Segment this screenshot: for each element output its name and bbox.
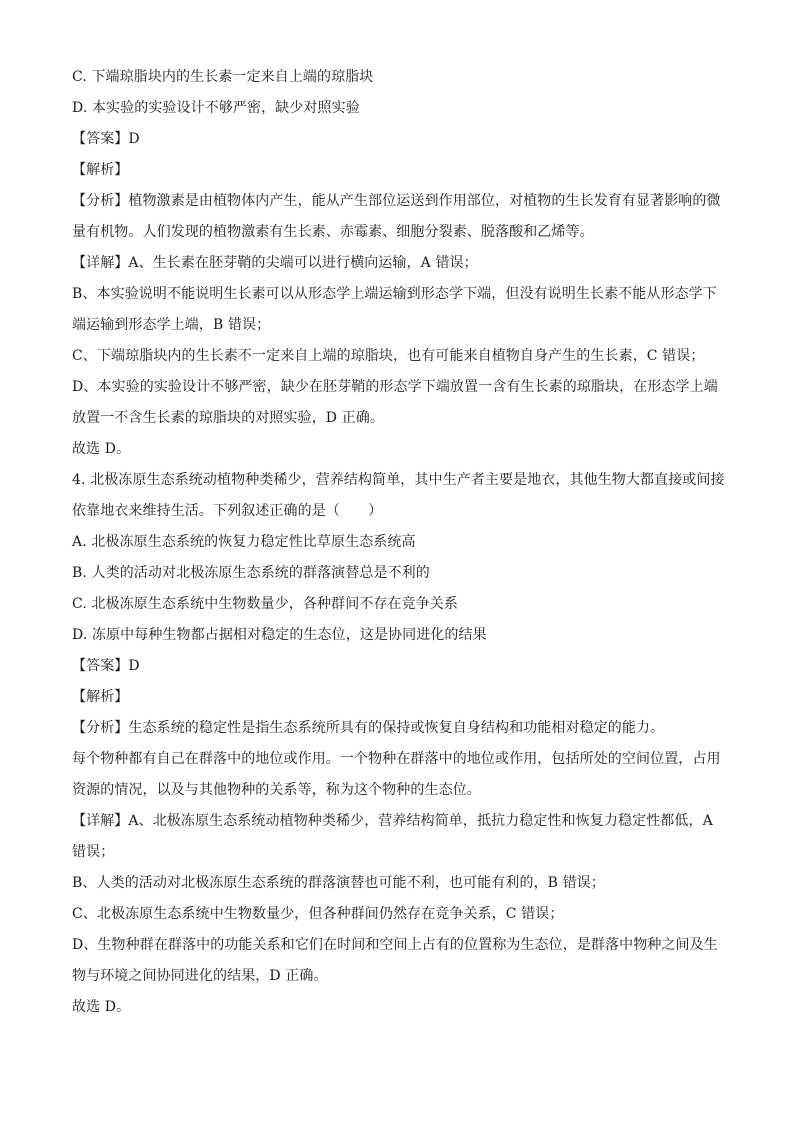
q4-fenxi-line-2: 每个物种都有自己在群落中的地位或作用。一个物种在群落中的地位或作用，包括所处的空间位置，占用 bbox=[72, 751, 721, 767]
q4-fenxi-line-1: 【分析】生态系统的稳定性是指生态系统所具有的保持或恢复自身结构和功能相对稳定的能力。 bbox=[72, 720, 665, 736]
q4-xiangjie-d-line-1: D、生物种群在群落中的功能关系和它们在时间和空间上占有的位置称为生态位，是群落中物种之间及生 bbox=[72, 937, 718, 953]
q4-analysis-heading: 【解析】 bbox=[72, 689, 129, 705]
q4-conclusion: 故选 D。 bbox=[72, 999, 131, 1015]
q3-xiangjie-b-line-1: B、本实验说明不能说明生长素可以从形态学上端运输到形态学下端，但没有说明生长素不能从形态学下 bbox=[72, 286, 717, 302]
q3-analysis-heading: 【解析】 bbox=[72, 162, 129, 178]
q4-option-d: D. 冻原中每种生物都占据相对稳定的生态位，这是协同进化的结果 bbox=[72, 627, 487, 643]
q4-stem-line-1: 4. 北极冻原生态系统动植物种类稀少，营养结构简单，其中生产者主要是地衣，其他生物大都直接或间接 bbox=[72, 472, 725, 488]
q3-xiangjie-d-line-1: D、本实验的实验设计不够严密，缺少在胚芽鞘的形态学下端放置一含有生长素的琼脂块，在形态学上端 bbox=[72, 379, 718, 395]
q4-option-b: B. 人类的活动对北极冻原生态系统的群落演替总是不利的 bbox=[72, 565, 430, 581]
q4-answer: 【答案】D bbox=[72, 658, 140, 674]
q3-fenxi-line-1: 【分析】植物激素是由植物体内产生，能从产生部位运送到作用部位，对植物的生长发育有显著影响的微 bbox=[72, 193, 721, 209]
q3-answer: 【答案】D bbox=[72, 131, 140, 147]
q4-xiangjie-d-line-2: 物与环境之间协同进化的结果，D 正确。 bbox=[72, 968, 328, 984]
document-page bbox=[72, 62, 724, 1023]
q4-xiangjie-b: B、人类的活动对北极冻原生态系统的群落演替也可能不利，也可能有利的，B 错误； bbox=[72, 875, 605, 891]
q3-xiangjie-d-line-2: 放置一不含生长素的琼脂块的对照实验，D 正确。 bbox=[72, 410, 384, 426]
q4-option-c: C. 北极冻原生态系统中生物数量少，各种群间不存在竞争关系 bbox=[72, 596, 459, 612]
q3-conclusion: 故选 D。 bbox=[72, 441, 131, 457]
q3-option-c: C. 下端琼脂块内的生长素一定来自上端的琼脂块 bbox=[72, 69, 374, 85]
q3-fenxi-line-2: 量有机物。人们发现的植物激素有生长素、赤霉素、细胞分裂素、脱落酸和乙烯等。 bbox=[72, 224, 594, 240]
q3-xiangjie-b-line-2: 端运输到形态学上端，B 错误； bbox=[72, 317, 271, 333]
q3-option-d: D. 本实验的实验设计不够严密，缺少对照实验 bbox=[72, 100, 360, 116]
q4-xiangjie-a-line-2: 错误； bbox=[72, 844, 115, 860]
q4-xiangjie-c: C、北极冻原生态系统中生物数量少，但各种群间仍然存在竞争关系，C 错误； bbox=[72, 906, 564, 922]
q4-option-a: A. 北极冻原生态系统的恢复力稳定性比草原生态系统高 bbox=[72, 534, 416, 550]
q4-stem-line-2: 依靠地衣来维持生活。下列叙述正确的是（ ） bbox=[72, 503, 383, 519]
q3-xiangjie-c: C、下端琼脂块内的生长素不一定来自上端的琼脂块，也有可能来自植物自身产生的生长素，C 错误； bbox=[72, 348, 705, 364]
q4-xiangjie-a-line-1: 【详解】A、北极冻原生态系统动植物种类稀少，营养结构简单，抵抗力稳定性和恢复力稳定性都低，A bbox=[72, 813, 713, 829]
q4-fenxi-line-3: 资源的情况，以及与其他物种的关系等，称为这个物种的生态位。 bbox=[72, 782, 481, 798]
q3-xiangjie-a: 【详解】A、生长素在胚芽鞘的尖端可以进行横向运输，A 错误； bbox=[72, 255, 478, 271]
